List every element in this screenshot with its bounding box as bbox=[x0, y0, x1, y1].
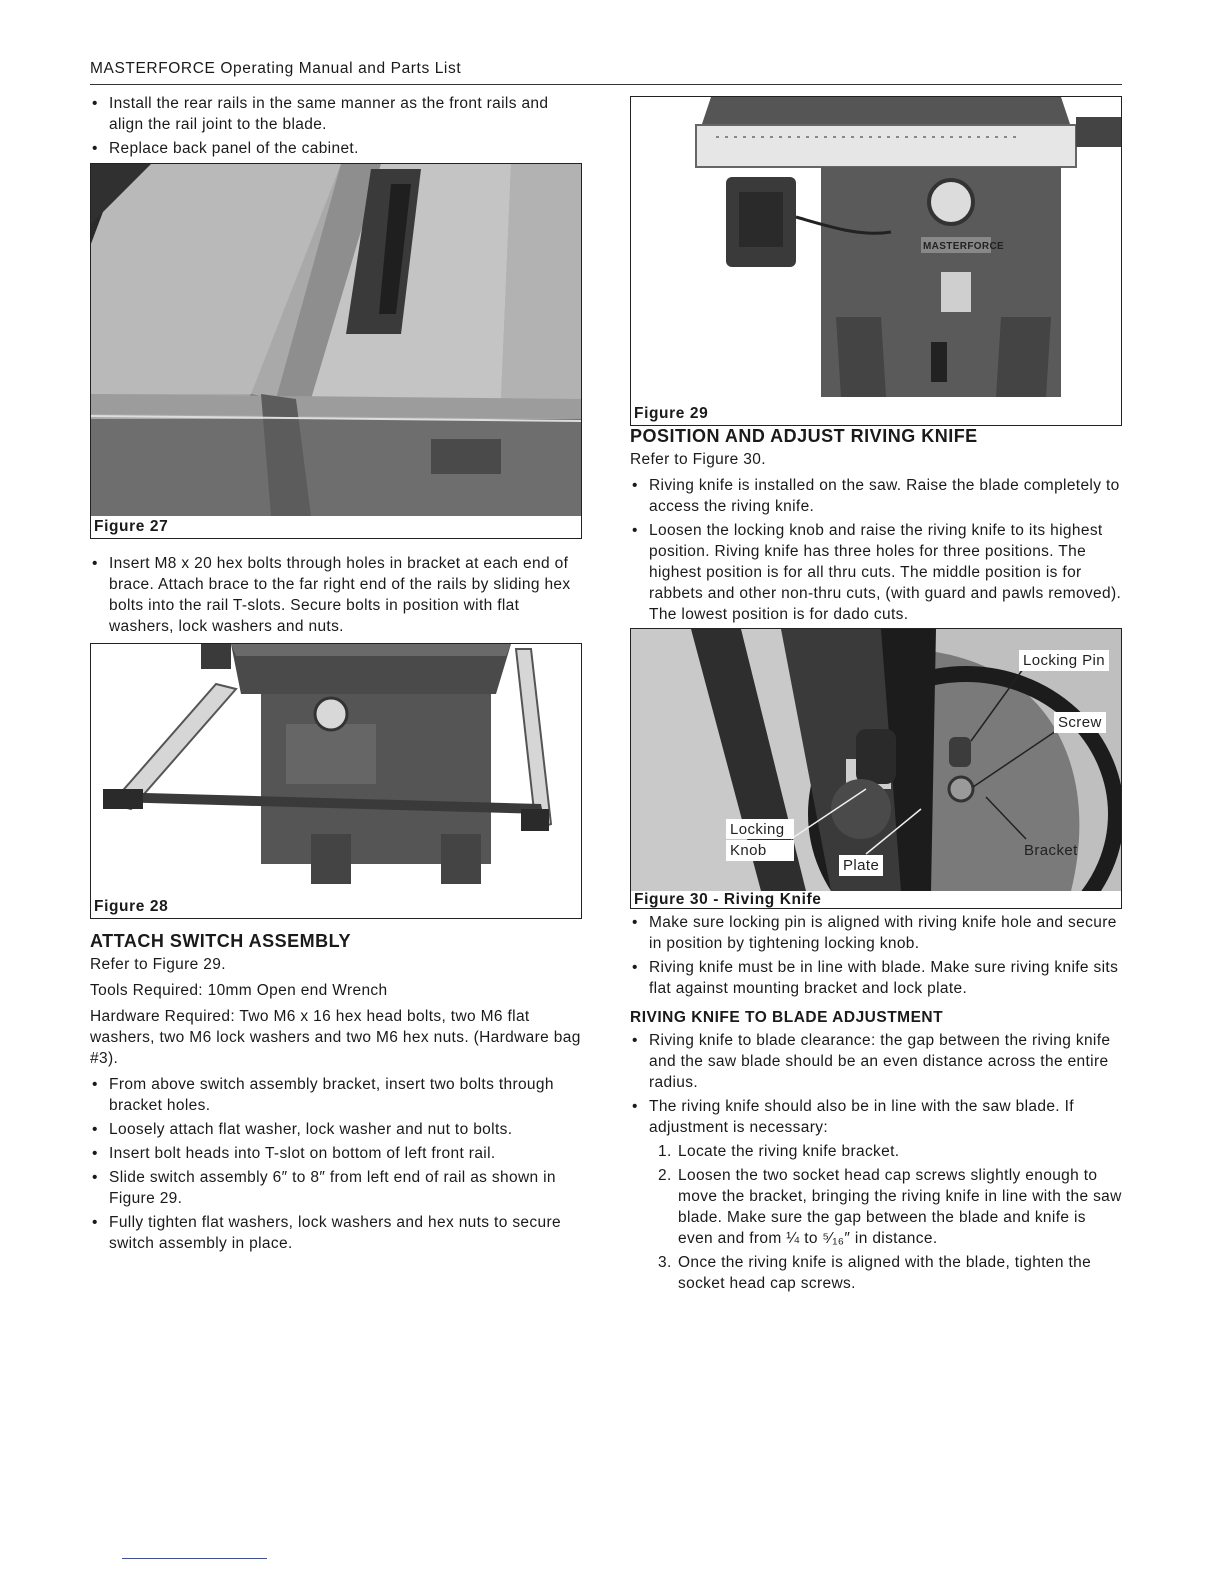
figure-28-caption: Figure 28 bbox=[94, 898, 169, 915]
step-number: 3. bbox=[658, 1254, 672, 1271]
page-header bbox=[90, 60, 1122, 85]
left-column bbox=[90, 93, 582, 1257]
footer-link-underline bbox=[122, 1558, 267, 1559]
label-screw: Screw bbox=[1054, 712, 1106, 733]
label-bracket: Bracket bbox=[1024, 842, 1078, 859]
blade-adjustment-steps bbox=[630, 1141, 1122, 1294]
list-item: • From above switch assembly bracket, insert two bolts through bracket holes. bbox=[90, 1074, 582, 1116]
label-locking: Locking bbox=[726, 819, 794, 839]
figure-29-photo bbox=[631, 97, 1121, 403]
attach-refer: Refer to Figure 29. bbox=[90, 956, 226, 973]
riving-knife-heading: POSITION AND ADJUST RIVING KNIFE bbox=[630, 426, 978, 446]
figure-29-caption: Figure 29 bbox=[634, 405, 709, 422]
list-item bbox=[658, 1252, 1122, 1294]
figure-27 bbox=[90, 163, 582, 539]
attach-steps-list bbox=[90, 1074, 582, 1254]
figure-27-caption: Figure 27 bbox=[94, 518, 169, 535]
figure-28-photo bbox=[91, 644, 581, 896]
switch-assembly-illustration bbox=[631, 97, 1121, 403]
list-item: • Insert bolt heads into T-slot on bottom of left front rail. bbox=[90, 1143, 582, 1164]
attach-switch-heading: ATTACH SWITCH ASSEMBLY bbox=[90, 931, 351, 951]
figure-29 bbox=[630, 96, 1122, 426]
riving-check-list bbox=[630, 912, 1122, 999]
table-top-illustration bbox=[91, 164, 581, 516]
header-title: MASTERFORCE Operating Manual and Parts List bbox=[90, 60, 462, 77]
label-knob: Knob bbox=[726, 840, 794, 861]
step-number: 2. bbox=[658, 1167, 672, 1184]
step-number: 1. bbox=[658, 1143, 672, 1160]
label-locking-pin: Locking Pin bbox=[1019, 650, 1109, 671]
right-column bbox=[630, 93, 1122, 1297]
list-item: • The riving knife should also be in line with the saw blade. If adjustment is necessary: bbox=[630, 1096, 1122, 1138]
figure-30-photo bbox=[631, 629, 1121, 891]
attach-hardware: Hardware Required: Two M6 x 16 hex head bolts, two M6 flat washers, two M6 lock washers and two M6 hex nuts. (Hardware bag #3). bbox=[90, 1008, 581, 1067]
label-plate: Plate bbox=[839, 855, 883, 876]
figure-30 bbox=[630, 628, 1122, 909]
figure-30-caption: Figure 30 - Riving Knife bbox=[634, 891, 822, 908]
list-item: • Slide switch assembly 6″ to 8″ from left end of rail as shown in Figure 29. bbox=[90, 1167, 582, 1209]
list-item: • Riving knife is installed on the saw. Raise the blade completely to access the riving knife. bbox=[630, 475, 1122, 517]
list-item: • Fully tighten flat washers, lock washers and hex nuts to secure switch assembly in place. bbox=[90, 1212, 582, 1254]
blade-adjustment-heading: RIVING KNIFE TO BLADE ADJUSTMENT bbox=[630, 1009, 944, 1026]
riving-refer: Refer to Figure 30. bbox=[630, 451, 766, 468]
rear-rails-list bbox=[90, 93, 582, 159]
riving-steps-list bbox=[630, 475, 1122, 625]
list-item bbox=[658, 1165, 1122, 1249]
step-text: Locate the riving knife bracket. bbox=[678, 1143, 900, 1160]
step-text: Once the riving knife is aligned with the blade, tighten the socket head cap screws. bbox=[678, 1254, 1092, 1292]
list-item bbox=[658, 1141, 1122, 1162]
list-item: • Make sure locking pin is aligned with riving knife hole and secure in position by tightening locking knob. bbox=[630, 912, 1122, 954]
list-item: • Loosen the locking knob and raise the riving knife to its highest position. Riving knife has three holes for three positions. The highest position is for all thru cuts. The middle position is for rabbets and other non-thru cuts, (with guard and pawls removed). The lowest position is for dado cuts. bbox=[630, 520, 1122, 625]
list-item: • Riving knife to blade clearance: the gap between the riving knife and the saw blade should be an even distance across the entire radius. bbox=[630, 1030, 1122, 1093]
attach-tools: Tools Required: 10mm Open end Wrench bbox=[90, 982, 388, 999]
figure-29-brand: MASTERFORCE bbox=[923, 241, 1005, 252]
figure-28 bbox=[90, 643, 582, 919]
list-item: • Insert M8 x 20 hex bolts through holes in bracket at each end of brace. Attach brace to the far right end of the rails by sliding hex bolts into the rail T-slots. Secure bolts in position with flat washers, lock washers and nuts. bbox=[90, 553, 582, 637]
saw-with-rails-illustration bbox=[91, 644, 581, 896]
blade-adjustment-list bbox=[630, 1030, 1122, 1138]
step-text: Loosen the two socket head cap screws slightly enough to move the bracket, bringing the riving knife in line with the saw blade. Make sure the gap between the blade and knife is even and from ¼ to ⁵⁄₁₆″ in distance. bbox=[678, 1167, 1122, 1247]
list-item: • Riving knife must be in line with blade. Make sure riving knife sits flat against mounting bracket and lock plate. bbox=[630, 957, 1122, 999]
list-item: • Install the rear rails in the same manner as the front rails and align the rail joint to the blade. bbox=[90, 93, 582, 135]
brace-list bbox=[90, 553, 582, 637]
list-item: • Replace back panel of the cabinet. bbox=[90, 138, 582, 159]
figure-27-photo bbox=[91, 164, 581, 516]
list-item: • Loosely attach flat washer, lock washer and nut to bolts. bbox=[90, 1119, 582, 1140]
